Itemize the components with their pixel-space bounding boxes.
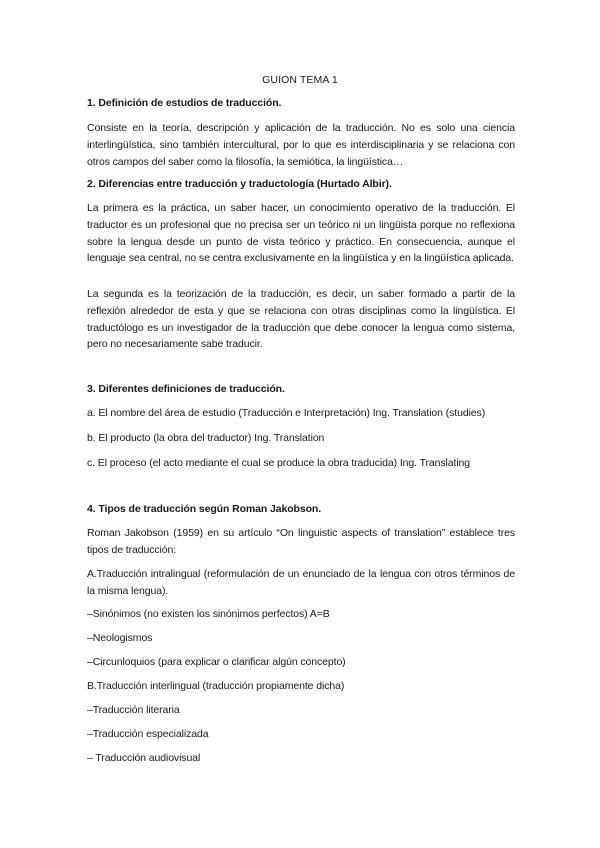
section-2-heading: 2. Diferencias entre traducción y traductología (Hurtado Albir). — [87, 178, 392, 190]
section-2-paragraph-2: La segunda es la teorización de la traducción, es decir, un saber formado a partir de la reflexión alrededor de esta y que se relaciona con otras disciplinas como la lingüística. El traductólogo es un investigador de la traducción que debe conocer la lengua como sistema, pero no necesariamente sabe traducir. — [87, 288, 515, 351]
section-1-heading: 1. Definición de estudios de traducción. — [87, 97, 282, 109]
section-4-intro: Roman Jakobson (1959) en su artículo “On linguistic aspects of translation” establece tres tipos de traducción: — [87, 527, 515, 556]
section-2-paragraph-1: La primera es la práctica, un saber hacer, un conocimiento operativo de la traducción. El traductor es un profesional que no precisa ser un teórico ni un lingüista porque no reflexiona sobre la lengua desde un punto de vista teórico y práctico. En consecuencia, aunque el lenguaje sea central, no se centra exclusivamente en la lingüística y en la lingüística aplicada. — [87, 202, 515, 265]
list-item: –Circunloquios (para explicar o clarificar algún concepto) — [87, 656, 346, 668]
list-item: –Sinónimos (no existen los sinónimos perfectos) A=B — [87, 608, 330, 620]
section-3-heading: 3. Diferentes definiciones de traducción. — [87, 383, 285, 395]
definition-item-c: c. El proceso (el acto mediante el cual se produce la obra traducida) Ing. Translating — [87, 457, 471, 469]
list-item: –Traducción especializada — [87, 728, 209, 740]
section-1-paragraph: Consiste en la teoría, descripción y aplicación de la traducción. No es solo una ciencia interlingüística, sino también intercultural, por lo que es interdisciplinaria y se relaciona con otros campos del saber como la filosofía, la semiótica, la lingüística… — [87, 122, 515, 168]
list-item: – Traducción audiovisual — [87, 752, 201, 764]
section-4-heading: 4. Tipos de traducción según Roman Jakobson. — [87, 503, 322, 515]
definition-item-a: a. El nombre del área de estudio (Traducción e Interpretación) Ing. Translation (studies) — [87, 407, 486, 419]
intralingual-paragraph: A.Traducción intralingual (reformulación de un enunciado de la lengua con otros términos de la misma lengua). — [87, 568, 515, 597]
list-item: –Neologismos — [87, 632, 153, 644]
document-title: GUION TEMA 1 — [262, 74, 338, 86]
list-item: B.Traducción interlingual (traducción propiamente dicha) — [87, 680, 345, 692]
definition-item-b: b. El producto (la obra del traductor) Ing. Translation — [87, 432, 325, 444]
list-item: –Traducción literaria — [87, 704, 180, 716]
